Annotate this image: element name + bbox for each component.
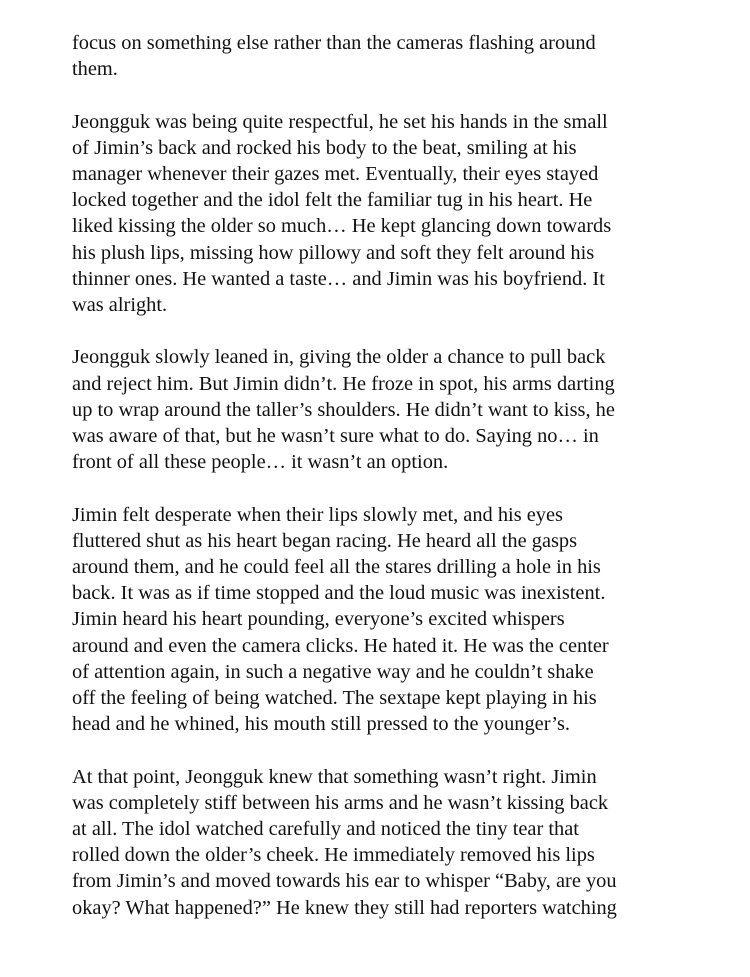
paragraph-1 [72,30,712,82]
text-line: Jeongguk slowly leaned in, giving the older a chance to pull back [72,346,606,369]
text-line: rolled down the older’s cheek. He immediately removed his lips [72,844,595,867]
paragraph-5 [72,764,712,921]
text-line: back. It was as if time stopped and the loud music was inexistent. [72,582,606,605]
text-line: them. [72,58,118,81]
text-line: thinner ones. He wanted a taste… and Jimin was his boyfriend. It [72,267,605,290]
text-line: off the feeling of being watched. The sextape kept playing in his [72,687,597,710]
text-line: front of all these people… it wasn’t an option. [72,451,449,474]
text-line: from Jimin’s and moved towards his ear to whisper “Baby, are you [72,870,617,893]
text-line: and reject him. But Jimin didn’t. He froze in spot, his arms darting [72,372,615,395]
text-line: okay? What happened?” He knew they still had reporters watching [72,896,617,919]
text-line: liked kissing the older so much… He kept glancing down towards [72,215,612,238]
text-line: around and even the camera clicks. He hated it. He was the center [72,634,609,657]
text-line: focus on something else rather than the cameras flashing around [72,32,596,54]
text-line: his plush lips, missing how pillowy and soft they felt around his [72,241,595,264]
text-line: was alright. [72,294,168,317]
text-line: head and he whined, his mouth still pressed to the younger’s. [72,713,570,736]
text-line: Jimin felt desperate when their lips slowly met, and his eyes [72,503,563,526]
paragraph-2 [72,109,712,319]
paragraph-4 [72,502,712,738]
text-line: manager whenever their gazes met. Eventually, their eyes stayed [72,163,599,185]
text-line: At that point, Jeongguk knew that something wasn’t right. Jimin [72,765,597,788]
paragraph-3 [72,344,712,475]
text-line: was completely stiff between his arms and he wasn’t kissing back [72,791,609,814]
text-line: of attention again, in such a negative way and he couldn’t shake [72,660,594,683]
text-line: Jimin heard his heart pounding, everyone’s excited whispers [72,608,565,631]
text-line: fluttered shut as his heart began racing. He heard all the gasps [72,529,578,552]
document-page [72,30,712,947]
text-line: locked together and the idol felt the familiar tug in his heart. He [72,189,593,212]
text-line: at all. The idol watched carefully and noticed the tiny tear that [72,818,579,841]
text-line: of Jimin’s back and rocked his body to the beat, smiling at his [72,136,577,159]
text-line: up to wrap around the taller’s shoulders. He didn’t want to kiss, he [72,398,615,421]
text-line: was aware of that, but he wasn’t sure what to do. Saying no… in [72,425,599,448]
text-line: Jeongguk was being quite respectful, he set his hands in the small [72,110,608,133]
text-line: around them, and he could feel all the stares drilling a hole in his [72,556,601,579]
